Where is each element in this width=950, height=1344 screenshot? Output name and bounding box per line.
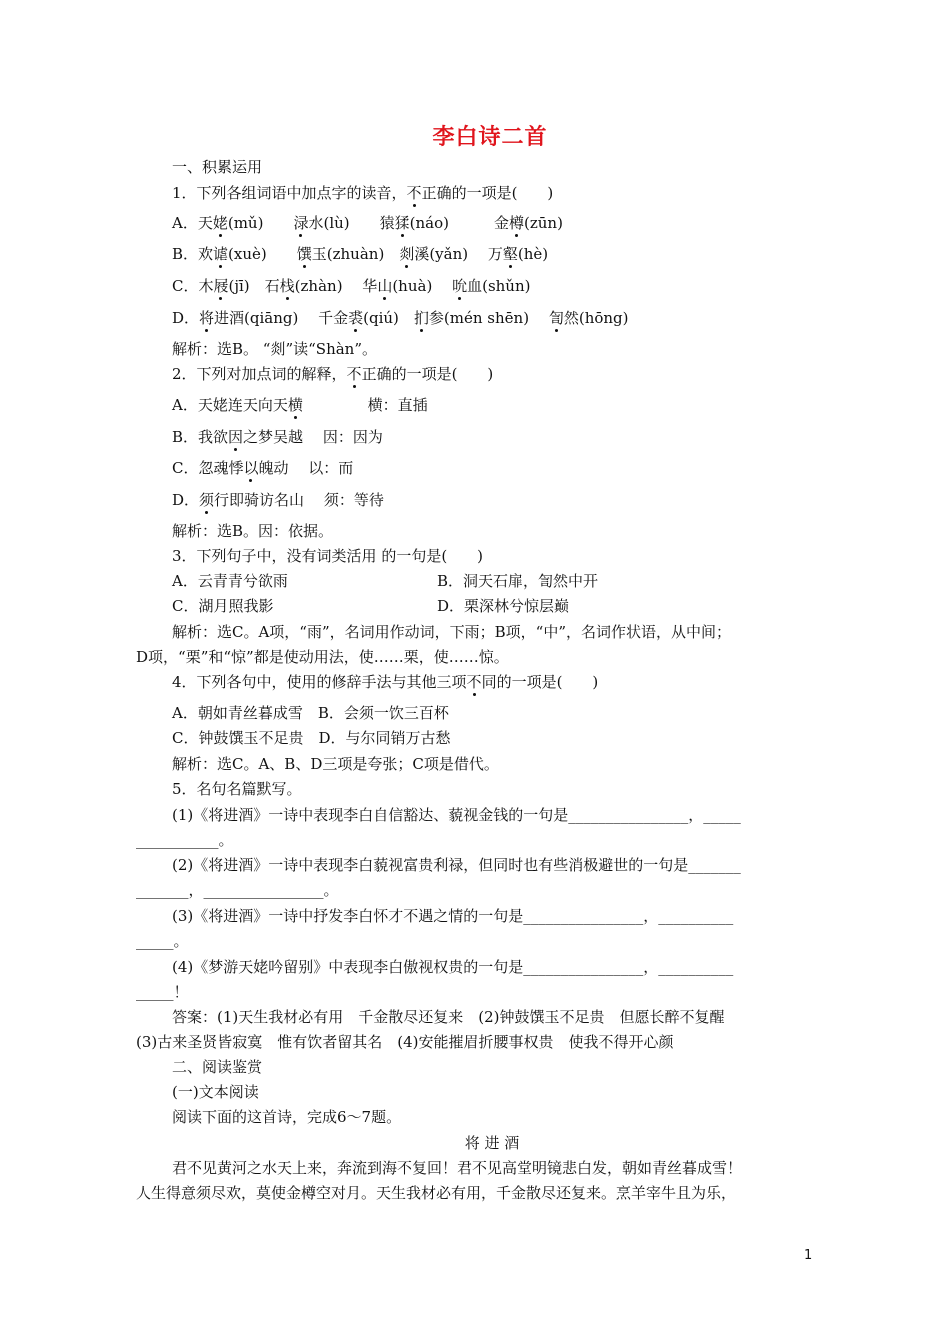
options-cd: C．钟鼓馔玉不足贵 D．与尔同销万古愁 [172, 729, 451, 747]
poem-title: 将 进 酒 [464, 1134, 520, 1152]
question-1: 1．下列各组词语中加点字的读音，不正确的一项是( ) [172, 184, 554, 202]
blank-2-cont: _______，________________。 [136, 881, 339, 899]
option-d: D．栗深林兮惊层巅 [437, 597, 570, 615]
option-b: B．洞天石扉，訇然中开 [437, 572, 599, 590]
poem-line: 君不见黄河之水天上来，奔流到海不复回！君不见高堂明镜悲白发，朝如青丝暮成雪！ [172, 1159, 743, 1177]
option-d: D．须行即骑访名山 须：等待 [172, 491, 384, 509]
blank-4: (4)《梦游天姥吟留别》中表现李白傲视权贵的一句是________________，__________ [172, 958, 734, 976]
option-c: C．木屐(jī) 石栈(zhàn) 华山(huà) 吮血(shǔn) [172, 277, 531, 295]
question-5: 5．名句名篇默写。 [172, 780, 302, 798]
option-a: A．云青青兮欲雨 [172, 572, 288, 590]
blank-3: (3)《将进酒》一诗中抒发李白怀才不遇之情的一句是________________，__________ [172, 907, 734, 925]
answer-1: 解析：选B。 “剡”读“Shàn”。 [172, 340, 378, 358]
option-a: A．天姥连天向天横 横：直插 [172, 396, 428, 414]
answer-3: 解析：选C。A项，“雨”，名词用作动词，下雨；B项，“中”，名词作状语，从中间； [172, 623, 732, 641]
answer-2: 解析：选B。因：依据。 [172, 522, 334, 540]
question-3: 3．下列句子中，没有词类活用 的一句是( ) [172, 547, 484, 565]
question-2: 2．下列对加点词的解释，不正确的一项是( ) [172, 365, 494, 383]
answer-5-cont: (3)古来圣贤皆寂寞 惟有饮者留其名 (4)安能摧眉折腰事权贵 使我不得开心颜 [136, 1033, 674, 1051]
blank-1-cont: ___________。 [136, 831, 234, 849]
option-d: D．将进酒(qiāng) 千金裘(qiú) 扪参(mén shēn) 訇然(hōng) [172, 309, 629, 327]
blank-4-cont: _____！ [136, 983, 189, 1001]
subsection-heading: (一)文本阅读 [172, 1083, 259, 1101]
page-title: 李白诗二首 [432, 124, 548, 150]
section-heading: 二、阅读鉴赏 [172, 1058, 263, 1076]
page-number: 1 [804, 1248, 813, 1263]
section-heading: 一、积累运用 [172, 158, 263, 176]
question-4: 4．下列各句中，使用的修辞手法与其他三项不同的一项是( ) [172, 673, 599, 691]
options-ab: A．朝如青丝暮成雪 B．会须一饮三百杯 [172, 704, 449, 722]
reading-instruction: 阅读下面的这首诗，完成6～7题。 [172, 1108, 402, 1126]
blank-1: (1)《将进酒》一诗中表现李白自信豁达、藐视金钱的一句是________________，_____ [172, 806, 741, 824]
option-c: C．忽魂悸以魄动 以：而 [172, 459, 354, 477]
blank-2: (2)《将进酒》一诗中表现李白藐视富贵利禄，但同时也有些消极避世的一句是_______ [172, 856, 741, 874]
answer-5: 答案：(1)天生我材必有用 千金散尽还复来 (2)钟鼓馔玉不足贵 但愿长醉不复醒 [172, 1008, 725, 1026]
poem-line: 人生得意须尽欢，莫使金樽空对月。天生我材必有用，千金散尽还复来。烹羊宰牛且为乐， [136, 1184, 737, 1202]
answer-4: 解析：选C。A、B、D三项是夸张；C项是借代。 [172, 755, 499, 773]
option-b: B．我欲因之梦吴越 因：因为 [172, 428, 383, 446]
blank-3-cont: _____。 [136, 932, 189, 950]
option-b: B．欢谑(xuè) 馔玉(zhuàn) 剡溪(yǎn) 万壑(hè) [172, 245, 549, 263]
option-c: C．湖月照我影 [172, 597, 274, 615]
answer-3-cont: D项，“栗”和“惊”都是使动用法，使……栗，使……惊。 [136, 648, 509, 666]
option-a: A．天姥(mǔ) 渌水(lù) 猿猱(náo) 金樽(zūn) [172, 214, 563, 232]
